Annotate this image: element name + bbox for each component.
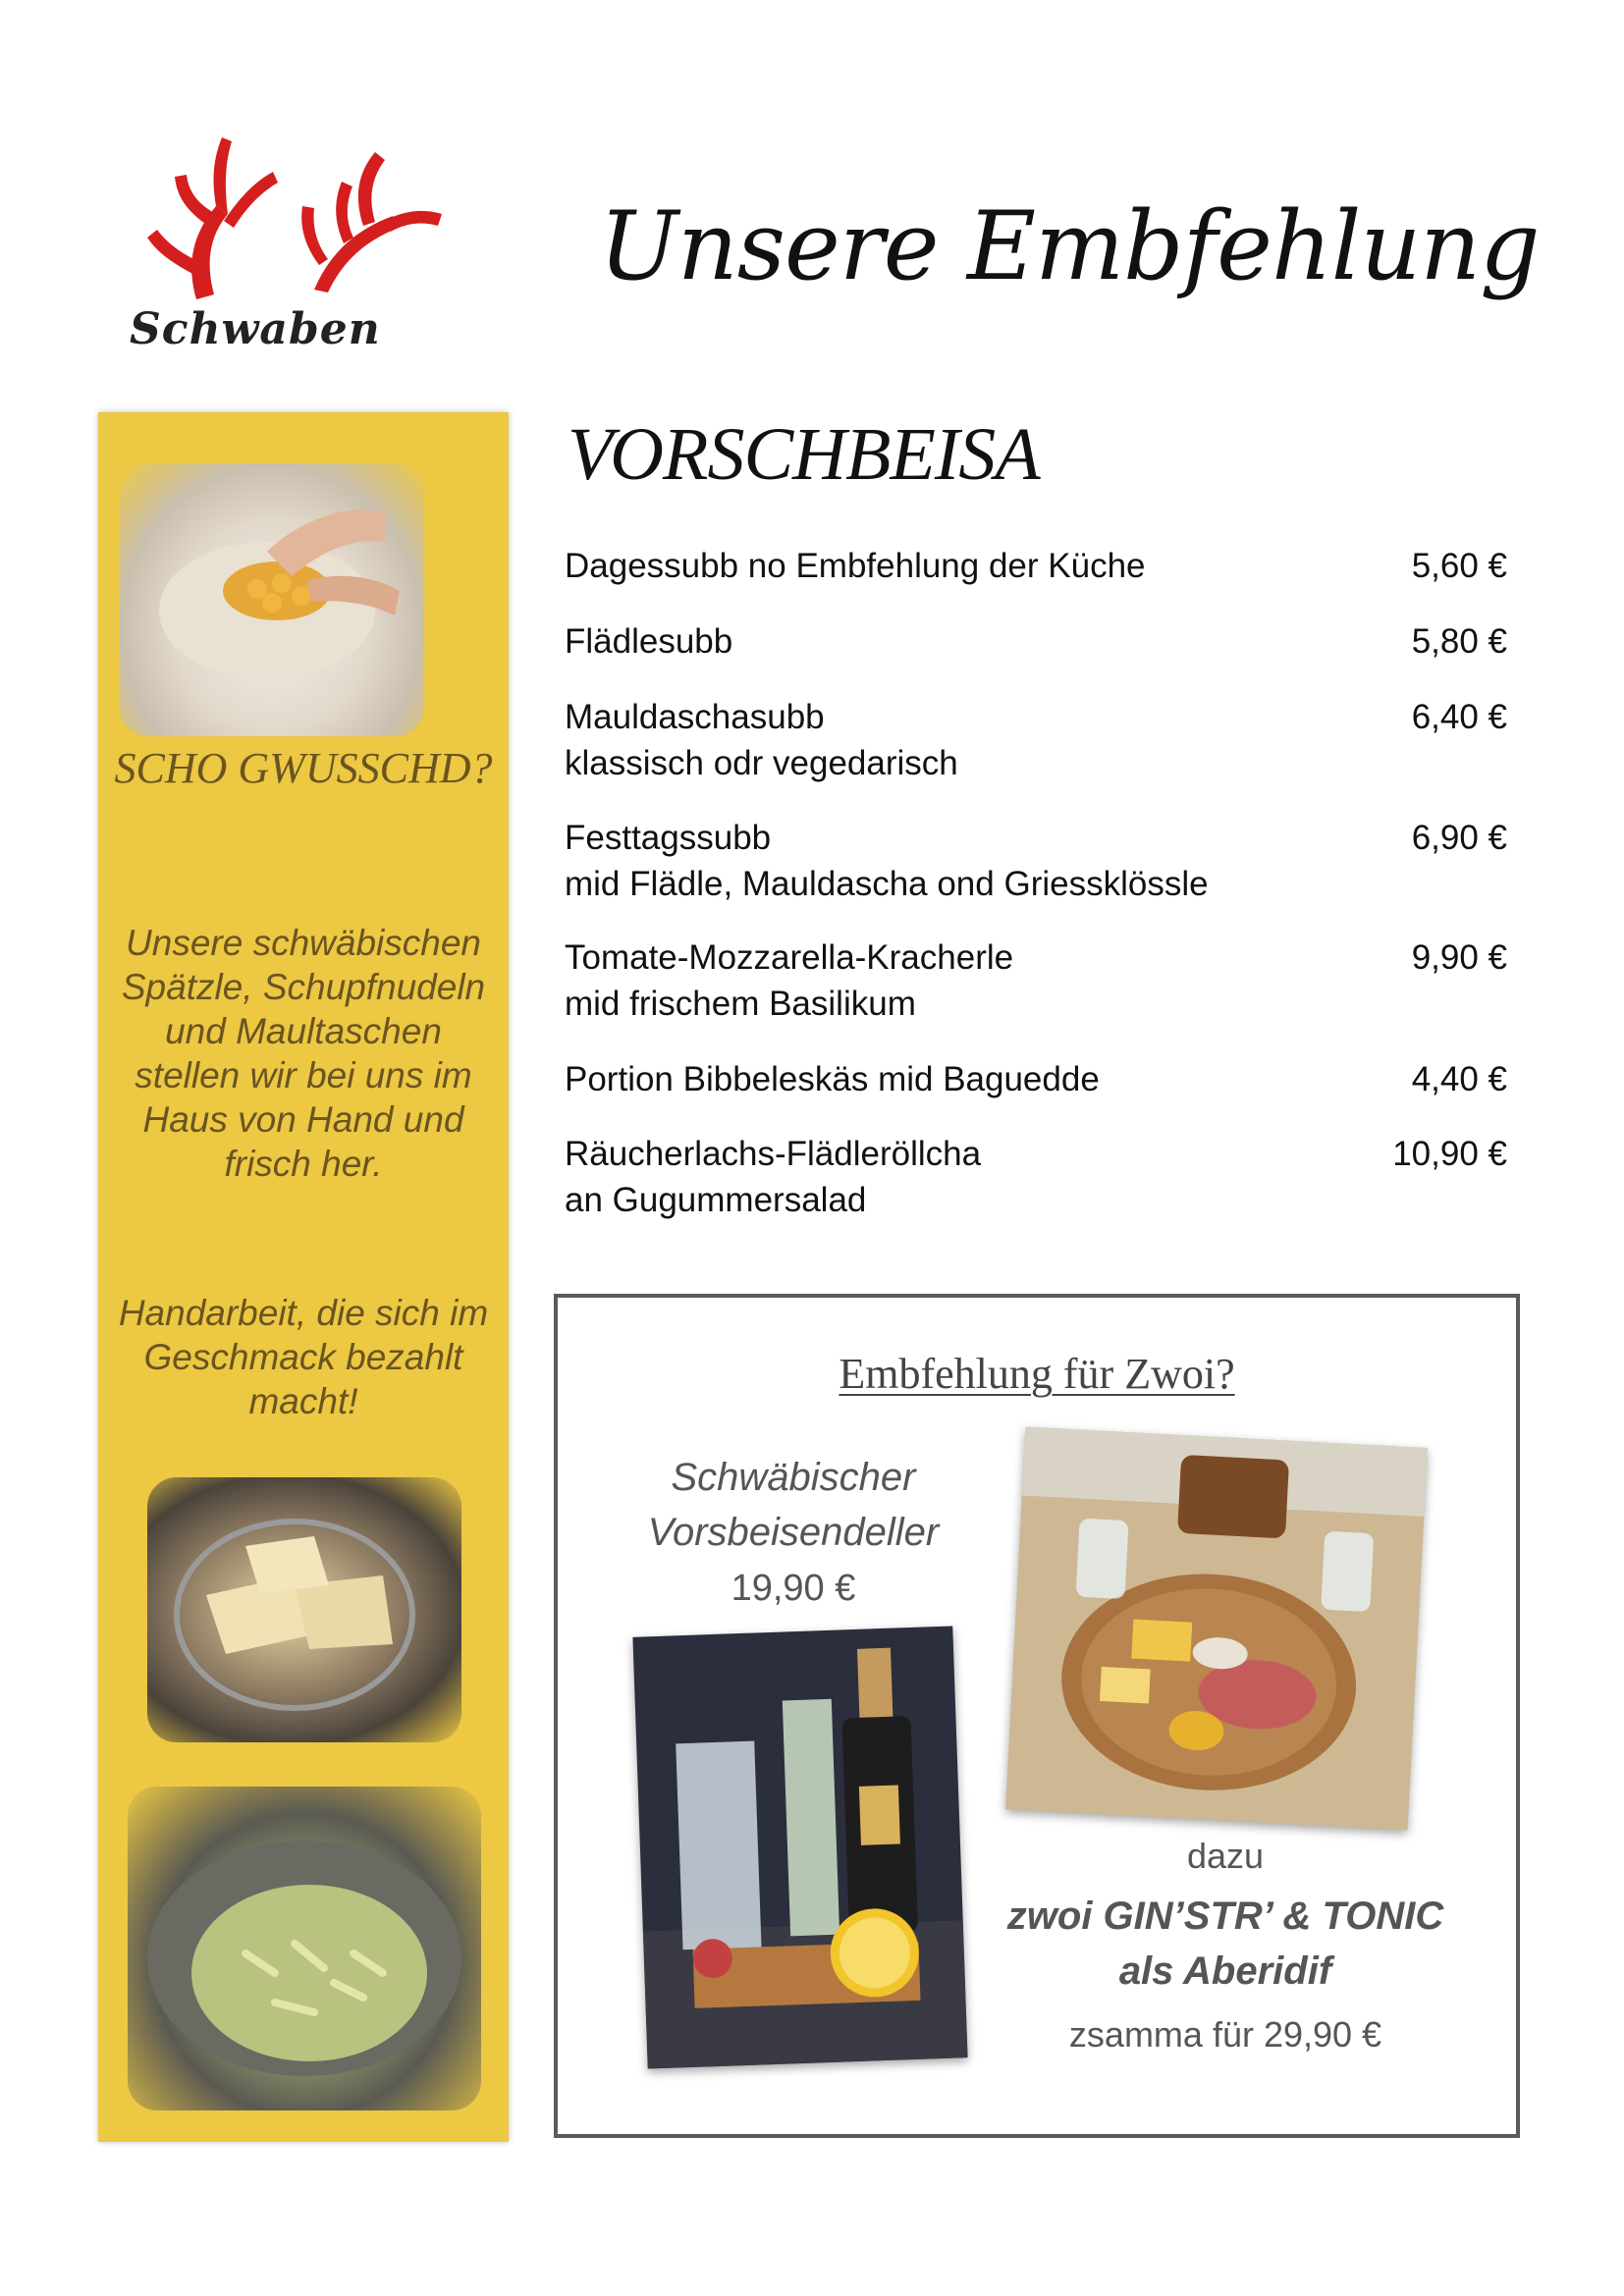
recommendation-title: Embfehlung für Zwoi? (839, 1350, 1235, 1398)
menu-item-name: Festtagssubb (565, 819, 772, 857)
maultaschen-photo (147, 1477, 461, 1742)
menu-item (565, 543, 1507, 589)
menu-item-description: an Gugummersalad (565, 1181, 867, 1219)
menu-item (565, 1131, 1507, 1223)
menu-item-name: Tomate-Mozzarella-Kracherle (565, 938, 1014, 977)
menu-item-price: 6,90 € (1411, 819, 1507, 857)
menu-item-name: Dagessubb no Embfehlung der Küche (565, 547, 1146, 585)
restaurant-logo (118, 128, 461, 383)
sidebar-heading: SCHO GWUSSCHD? (114, 744, 493, 792)
page-headline: Unsere Embfehlung (599, 191, 1540, 301)
menu-item-description: mid frischem Basilikum (565, 985, 916, 1023)
menu-item-price: 6,40 € (1411, 698, 1507, 736)
spaetzle-photo (128, 1787, 481, 2110)
platter-name: Schwäbischer Vorsbeisendeller (647, 1456, 940, 1554)
recommendation-box (554, 1294, 1520, 2138)
dough-photo (120, 463, 424, 736)
gin-offer-price: zsamma für 29,90 € (1068, 2014, 1382, 2055)
menu-item-name: Räucherlachs-Flädleröllcha (565, 1135, 982, 1173)
menu-item (565, 618, 1507, 665)
gin-offer-title: zwoi GIN’STR’ & TONIC als Aberidif (1006, 1895, 1444, 1993)
menu-item (565, 934, 1507, 1027)
menu-item-price: 5,80 € (1411, 622, 1507, 661)
menu-item-price: 10,90 € (1392, 1135, 1507, 1173)
gin-tonic-photo (632, 1626, 967, 2068)
sidebar-text-handmade: Unsere schwäbischen Spätzle, Schupfnudeln und Maultaschen stellen wir bei uns im Haus von Hand und frisch her. (121, 923, 486, 1184)
menu-item (565, 815, 1507, 907)
menu-item (565, 1056, 1507, 1102)
info-sidebar (98, 412, 509, 2142)
antler-logo-icon (118, 128, 461, 304)
logo-wordmark: Schwaben (130, 304, 381, 354)
menu-item-price: 5,60 € (1411, 547, 1507, 585)
menu-item-name: Flädlesubb (565, 622, 733, 661)
menu-item-name: Mauldaschasubb (565, 698, 825, 736)
platter-photo (1005, 1427, 1428, 1831)
dazu-label: dazu (1186, 1836, 1265, 1876)
menu-item-description: mid Flädle, Mauldascha ond Griessklössle (565, 865, 1209, 903)
menu-item-description: klassisch odr vegedarisch (565, 744, 958, 782)
platter-price: 19,90 € (731, 1568, 856, 1609)
menu-item (565, 694, 1507, 786)
menu-item-price: 9,90 € (1411, 938, 1507, 977)
sidebar-text-handarbeit: Handarbeit, die sich im Geschmack bezahlt macht! (118, 1293, 489, 1421)
section-title-vorspeisen: VORSCHBEISA (568, 413, 1040, 496)
menu-item-name: Portion Bibbeleskäs mid Baguedde (565, 1060, 1100, 1098)
menu-item-price: 4,40 € (1411, 1060, 1507, 1098)
